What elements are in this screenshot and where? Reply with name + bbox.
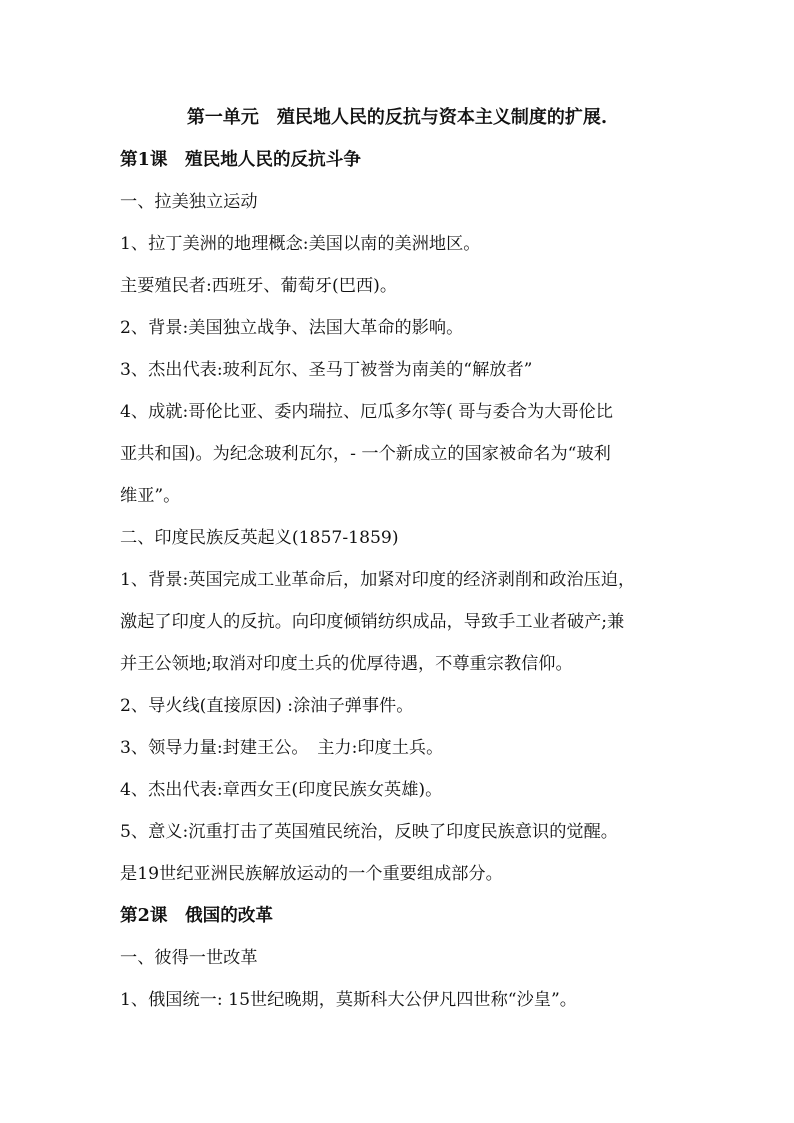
paragraph-line: 1、背景:英国完成工业革命后，加紧对印度的经济剥削和政治压迫，: [120, 570, 636, 590]
paragraph-line: 4、成就:哥伦比亚、委内瑞拉、厄瓜多尔等( 哥与委合为大哥伦比: [120, 402, 613, 422]
unit-title: 第一单元 殖民地人民的反抗与资本主义制度的扩展.: [186, 107, 608, 128]
paragraph-line: 是19世纪亚洲民族解放运动的一个重要组成部分。: [120, 864, 503, 884]
paragraph-line: 1、俄国统一: 15世纪晚期，莫斯科大公伊凡四世称“沙皇”。: [120, 990, 577, 1010]
paragraph-line: 并王公领地;取消对印度土兵的优厚待遇，不尊重宗教信仰。: [120, 654, 573, 674]
paragraph-line: 3、杰出代表:玻利瓦尔、圣马丁被誉为南美的“解放者”: [120, 360, 533, 380]
lesson-1-heading: 第1课 殖民地人民的反抗斗争: [120, 149, 361, 170]
section-heading-latin-america: 一、拉美独立运动: [120, 192, 258, 212]
paragraph-line: 4、杰出代表:章西女王(印度民族女英雄)。: [120, 780, 443, 800]
paragraph-line: 主要殖民者:西班牙、葡萄牙(巴西)。: [120, 276, 398, 296]
lesson-2-heading: 第2课 俄国的改革: [120, 905, 273, 926]
paragraph-line: 5、意义:沉重打击了英国殖民统治，反映了印度民族意识的觉醒。: [120, 822, 618, 842]
paragraph-line: 激起了印度人的反抗。向印度倾销纺织成品，导致手工业者破产;兼: [120, 612, 625, 632]
paragraph-line: 亚共和国)。为纪念玻利瓦尔，- 一个新成立的国家被命名为“玻利: [120, 444, 611, 464]
paragraph-line: 维亚”。: [120, 486, 181, 506]
section-heading-peter-reform: 一、彼得一世改革: [120, 948, 258, 968]
paragraph-line: 2、导火线(直接原因) :涂油子弹事件。: [120, 696, 414, 716]
paragraph-line: 3、领导力量:封建王公。 主力:印度土兵。: [120, 738, 444, 758]
section-heading-india-uprising: 二、印度民族反英起义(1857-1859): [120, 528, 399, 548]
paragraph-line: 2、背景:美国独立战争、法国大革命的影响。: [120, 318, 464, 338]
paragraph-line: 1、拉丁美洲的地理概念:美国以南的美洲地区。: [120, 234, 481, 254]
